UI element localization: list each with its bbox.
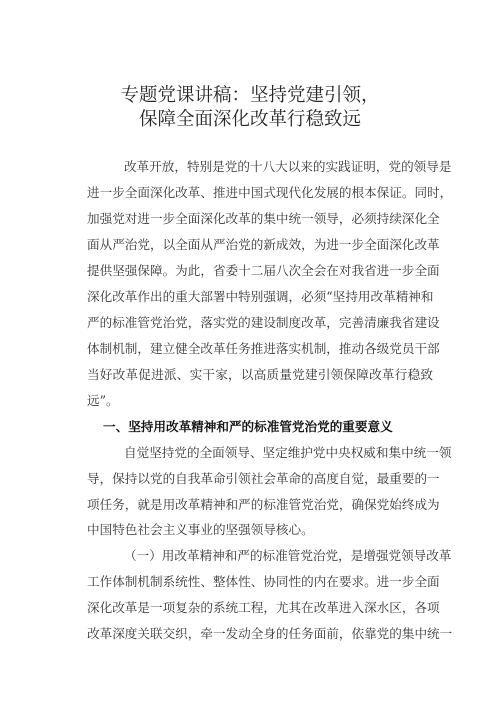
body-text-line: 远”。	[87, 393, 119, 408]
body-text-line: 导，保持以党的自我革命引领社会革命的高度自觉，最重要的一	[87, 471, 440, 486]
body-text-line: 改革开放，特别是党的十八大以来的实践证明，党的领导是	[124, 159, 452, 174]
body-text-line: 当好改革促进派、实干家，以高质量党建引领保障改革行稳致	[87, 367, 433, 382]
body-text-line: 提供坚强保障。为此，省委十二届八次全会在对我省进一步全面	[87, 263, 440, 278]
body-text-line: 深化改革是一项复杂的系统工程，尤其在改革进入深水区，各项	[87, 600, 440, 615]
body-text-line: 中国特色社会主义事业的坚强领导核心。	[87, 522, 314, 537]
title-line-2: 保障全面深化改革行稳致远	[138, 109, 361, 130]
body-text-line: （一）用改革精神和严的标准管党治党，是增强党领导改革	[124, 548, 452, 563]
title-line-1: 专题党课讲稿：坚持党建引领，	[120, 85, 380, 106]
body-text-line: 项任务，就是用改革精神和严的标准管党治党，确保党始终成为	[87, 497, 440, 512]
body-text-line: 体制机制，建立健全改革任务推进落实机制，推动各级党员干部	[87, 341, 440, 356]
body-text-line: 严的标准管党治党，落实党的建设制度改革，完善清廉我省建设	[87, 315, 440, 330]
document-title	[0, 84, 500, 132]
section-heading: 一、坚持用改革精神和严的标准管党治党的重要意义	[103, 419, 393, 434]
body-text-line: 改革深度关联交织，牵一发动全身的任务面前，依靠党的集中统一	[87, 626, 453, 641]
body-text-line: 自觉坚持党的全面领导、坚定维护党中央权威和集中统一领	[124, 445, 452, 460]
body-text-line: 深化改革作出的重大部署中特别强调，必须“坚持用改革精神和	[87, 289, 434, 304]
body-text-line: 工作体制机制系统性、整体性、协同性的内在要求。进一步全面	[87, 574, 440, 589]
body-text-line: 面从严治党，以全面从严治党的新成效，为进一步全面深化改革	[87, 237, 440, 252]
body-text-line: 进一步全面深化改革、推进中国式现代化发展的根本保证。同时，	[87, 185, 453, 200]
body-text-line: 加强党对进一步全面深化改革的集中统一领导，必须持续深化全	[87, 211, 440, 226]
